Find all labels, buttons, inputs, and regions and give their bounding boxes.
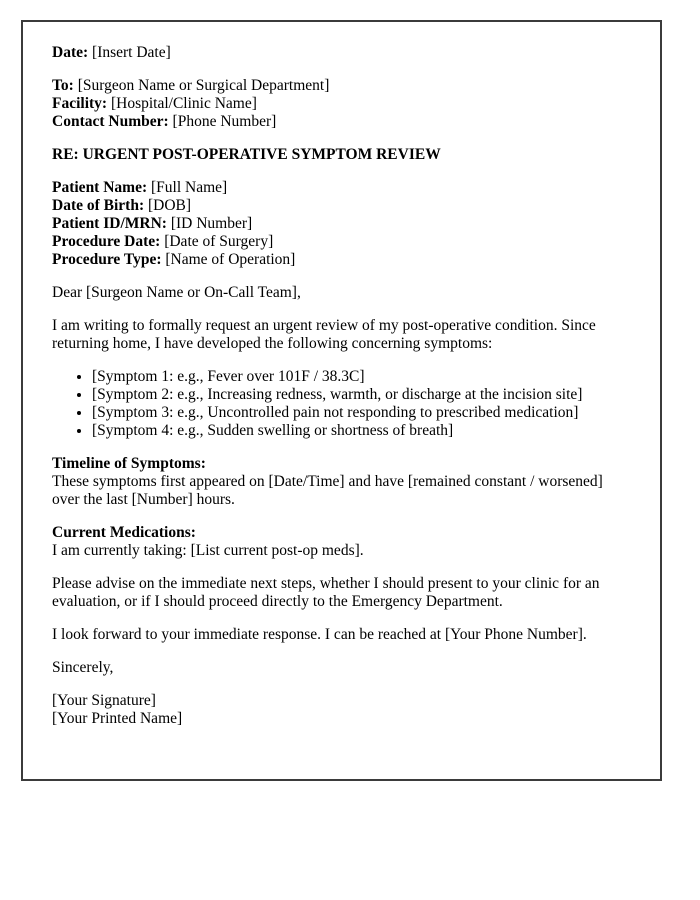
subject-text: RE: URGENT POST-OPERATIVE SYMPTOM REVIEW [52, 146, 441, 163]
procedure-date-value: [Date of Surgery] [164, 233, 274, 250]
dob-value: [DOB] [148, 197, 192, 214]
symptom-item: • [Symptom 4: e.g., Sudden swelling or shortness of breath] [92, 422, 628, 440]
printed-name-line: [Your Printed Name] [52, 710, 183, 727]
contact-number-label: Contact Number: [52, 113, 169, 130]
symptom-item: • [Symptom 3: e.g., Uncontrolled pain not responding to prescribed medication] [92, 404, 628, 422]
procedure-type-label: Procedure Type: [52, 251, 162, 268]
symptom-item: • [Symptom 1: e.g., Fever over 101F / 38.3C] [92, 368, 628, 386]
patient-details-block [52, 179, 628, 269]
symptom-item: • [Symptom 2: e.g., Increasing redness, warmth, or discharge at the incision site] [92, 386, 628, 404]
timeline-body: These symptoms first appeared on [Date/Time] and have [remained constant / worsened] over the last [Number] hours. [52, 473, 603, 508]
to-value: [Surgeon Name or Surgical Department] [77, 77, 330, 94]
to-label: To: [52, 77, 74, 94]
response-paragraph: I look forward to your immediate response. I can be reached at [Your Phone Number]. [52, 626, 587, 643]
date-line [52, 44, 628, 62]
signoff: Sincerely, [52, 659, 114, 676]
facility-label: Facility: [52, 95, 108, 112]
date-label: Date: [52, 44, 89, 61]
contact-number-value: [Phone Number] [172, 113, 277, 130]
patient-name-value: [Full Name] [151, 179, 228, 196]
symptom-list [52, 368, 628, 440]
salutation: Dear [Surgeon Name or On-Call Team], [52, 284, 301, 301]
subject-line [52, 146, 628, 164]
facility-value: [Hospital/Clinic Name] [110, 95, 257, 112]
timeline-block [52, 455, 628, 509]
procedure-type-value: [Name of Operation] [165, 251, 296, 268]
patient-id-value: [ID Number] [170, 215, 253, 232]
medications-block [52, 524, 628, 560]
recipient-block [52, 77, 628, 131]
signature-block [52, 692, 628, 728]
medications-body: I am currently taking: [List current post-op meds]. [52, 542, 364, 559]
patient-name-label: Patient Name: [52, 179, 148, 196]
patient-id-label: Patient ID/MRN: [52, 215, 167, 232]
medications-heading: Current Medications: [52, 524, 196, 541]
signature-line: [Your Signature] [52, 692, 156, 709]
letter-document [21, 20, 662, 781]
intro-paragraph: I am writing to formally request an urgent review of my post-operative condition. Since returning home, I have developed the following concerning symptoms: [52, 317, 596, 352]
timeline-heading: Timeline of Symptoms: [52, 455, 206, 472]
procedure-date-label: Procedure Date: [52, 233, 161, 250]
dob-label: Date of Birth: [52, 197, 145, 214]
advise-paragraph: Please advise on the immediate next steps, whether I should present to your clinic for an evaluation, or if I should proceed directly to the Emergency Department. [52, 575, 600, 610]
date-value: [Insert Date] [92, 44, 171, 61]
